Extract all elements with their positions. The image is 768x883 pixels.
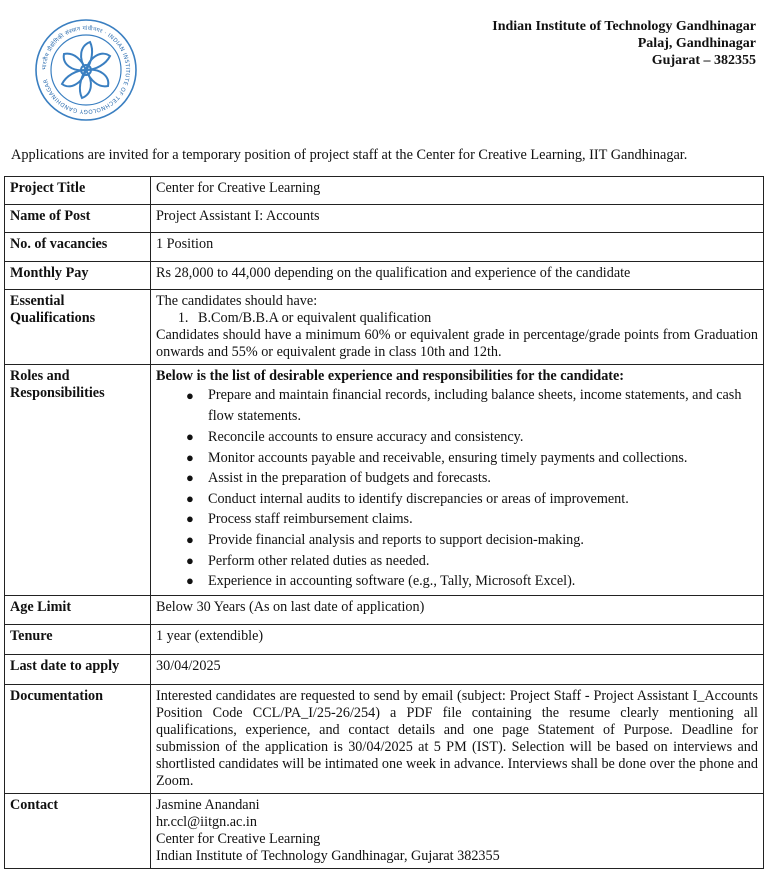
age-limit-value: Below 30 Years (As on last date of application) (151, 595, 764, 624)
documentation-value: Interested candidates are requested to send by email (subject: Project Staff - Project Assistant I_Accounts Position Code CCL/PA_I/25-26/254) a PDF file containing the resume clearly mentioning all qualifications, experience, and contact details and one page Statement of Purpose. Deadline for submission of the application is 30/04/2025 at 5 PM (IST). Selection will be based on interviews and shortlisted candidates will be intimated one week in advance. Interviews shall be done over the phone and Zoom. (151, 684, 764, 793)
list-item (186, 489, 758, 510)
list-item (186, 385, 758, 427)
row-label (5, 365, 151, 596)
qualifications-value (151, 290, 764, 365)
label-line: Responsibilities (10, 385, 105, 401)
contact-address: Indian Institute of Technology Gandhinagar, Gujarat 382355 (156, 847, 500, 864)
table-row (5, 793, 764, 868)
intro-text: Applications are invited for a temporary position of project staff at the Center for Creative Learning, IIT Gandhinagar. (11, 147, 688, 163)
list-item-text: Experience in accounting software (e.g., Tally, Microsoft Excel). (208, 573, 576, 590)
list-item (186, 468, 758, 489)
list-item-text: Process staff reimbursement claims. (208, 511, 413, 528)
institute-logo (34, 18, 138, 122)
row-label: Contact (5, 793, 151, 868)
table-row (5, 654, 764, 684)
vacancies-value: 1 Position (151, 233, 764, 262)
bullet-icon: ● (186, 490, 194, 506)
contact-value (151, 793, 764, 868)
bullet-icon: ● (186, 531, 194, 547)
row-label: No. of vacancies (5, 233, 151, 262)
last-date-value: 30/04/2025 (151, 654, 764, 684)
contact-email: hr.ccl@iitgn.ac.in (156, 813, 257, 830)
qualifications-intro: The candidates should have: (156, 293, 318, 309)
list-item: 1. B.Com/B.B.A or equivalent qualification (192, 310, 758, 327)
list-item (186, 509, 758, 530)
institute-address (492, 18, 756, 69)
address-line: Palaj, Gandhinagar (637, 36, 756, 51)
project-title-value: Center for Creative Learning (151, 177, 764, 205)
contact-department: Center for Creative Learning (156, 830, 321, 847)
row-label: Name of Post (5, 205, 151, 233)
row-label (5, 290, 151, 365)
list-item-text: Assist in the preparation of budgets and forecasts. (208, 470, 491, 487)
table-row (5, 595, 764, 624)
list-item (186, 551, 758, 572)
roles-title: Below is the list of desirable experience and responsibilities for the candidate: (156, 368, 625, 384)
bullet-icon: ● (186, 449, 194, 465)
table-row (5, 177, 764, 205)
list-item-text: Provide financial analysis and reports to support decision-making. (208, 531, 584, 548)
list-item (186, 448, 758, 469)
row-label: Documentation (5, 684, 151, 793)
row-label: Age Limit (5, 595, 151, 624)
list-item-text: Perform other related duties as needed. (208, 552, 430, 569)
position-details-table (4, 176, 764, 869)
bullet-icon: ● (186, 470, 194, 486)
label-line: Qualifications (10, 310, 96, 326)
row-label: Project Title (5, 177, 151, 205)
roles-list (156, 385, 758, 592)
list-item (186, 571, 758, 592)
qualifications-list (156, 310, 758, 327)
table-row (5, 290, 764, 365)
row-label: Last date to apply (5, 654, 151, 684)
list-item-text: Reconcile accounts to ensure accuracy and consistency. (208, 429, 524, 445)
table-row (5, 365, 764, 596)
bullet-icon: ● (186, 552, 194, 568)
post-name-value: Project Assistant I: Accounts (151, 205, 764, 233)
table-row (5, 205, 764, 233)
qualifications-note: Candidates should have a minimum 60% or equivalent grade in percentage/grade points from Graduation onwards and 55% or equivalent grade in class 10th and 12th. (156, 327, 758, 360)
logo-ring-text: भारतीय प्रौद्योगिकी संस्थान गांधीनगर · INDIAN INSTITUTE OF TECHNOLOGY GANDHINAGAR (41, 25, 131, 115)
table-row (5, 684, 764, 793)
list-item-text: Conduct internal audits to identify discrepancies or areas of improvement. (208, 490, 629, 507)
bullet-icon: ● (186, 388, 194, 403)
bullet-icon: ● (186, 573, 194, 589)
institute-seal-icon (34, 18, 138, 122)
address-line: Indian Institute of Technology Gandhinagar (492, 19, 756, 34)
table-row (5, 624, 764, 654)
list-item (186, 530, 758, 551)
tenure-value: 1 year (extendible) (151, 624, 764, 654)
row-label: Monthly Pay (5, 262, 151, 290)
row-label: Tenure (5, 624, 151, 654)
address-line: Gujarat – 382355 (651, 53, 756, 68)
label-line: Roles and (10, 368, 70, 384)
monthly-pay-value: Rs 28,000 to 44,000 depending on the qualification and experience of the candidate (151, 262, 764, 290)
bullet-icon: ● (186, 429, 194, 444)
list-item (186, 427, 758, 448)
list-item-text: Monitor accounts payable and receivable, ensuring timely payments and collections. (208, 449, 688, 466)
table-row (5, 262, 764, 290)
contact-name: Jasmine Anandani (156, 796, 260, 813)
list-item-text: Prepare and maintain financial records, including balance sheets, income statements, and cash flow statements. (208, 387, 742, 424)
table-row (5, 233, 764, 262)
roles-value (151, 365, 764, 596)
bullet-icon: ● (186, 511, 194, 527)
label-line: Essential (10, 293, 65, 309)
